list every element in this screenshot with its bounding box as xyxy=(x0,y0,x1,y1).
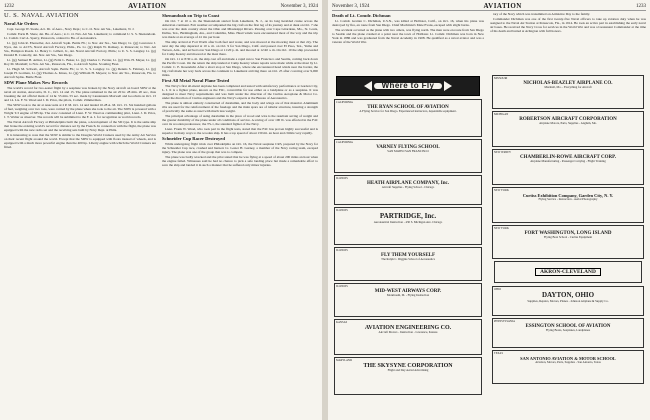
ad-tagline: Supplies, Repairs, Motors, Planes - Johnson Airplane & Supply Co. xyxy=(527,298,609,303)
ad-state: NEW YORK xyxy=(494,189,509,192)
magazine-title: AVIATION xyxy=(128,2,167,10)
running-head xyxy=(332,2,646,11)
article-heading: Naval Air Orders xyxy=(4,21,39,26)
where-to-fly-banner xyxy=(336,76,480,96)
ad-name: MID-WEST AIRWAYS CORP. xyxy=(374,289,442,294)
left-column-1 xyxy=(4,12,156,416)
ad-tagline: SAN MATEO SAN FRANCISCO xyxy=(387,149,429,154)
page-number: 1232 xyxy=(4,3,14,9)
ad-tagline: Monmouth, Ill. - Flying Instruction xyxy=(386,293,430,298)
ad-tagline: Aircraft Motors - Instruction - Lawrence, Kansas xyxy=(378,330,438,335)
ad-name: AKRON-CLEVELAND xyxy=(535,268,601,276)
directory-ad xyxy=(492,225,644,259)
ad-name: Curtiss Exhibition Company, Garden City, N. Y. xyxy=(522,193,614,198)
ad-name: NICHOLAS-BEAZLEY AIRPLANE CO. xyxy=(523,81,613,86)
right-magazine-page xyxy=(328,0,650,420)
article-heading: Schneider Cup Racer Destroyed xyxy=(162,136,225,141)
article-paragraph: While undergoing flight trials over Philadelphia on Oct. 16, the Naval seaplane CR3, prepared by the Navy for the Schneider Cup race, crashed and burned. Lt. Lester H. Gurney, a member of the Navy racing team, escaped injury. The plane was one of the group that was to compete. xyxy=(162,142,318,154)
ad-state: PENNSYLVANIA xyxy=(494,320,515,323)
article-paragraph: On Oct. 7 at 10 a. m. the Shenandoah started from Lakehurst, N. J., on its long heralded cruise across the American continent. Fair weather accompanied the big craft on the first leg of its journey and at dusk on Oct. 7 she was over the dark country about the Ohio and Mississippi Rivers. Passing over Cape Girardeau, Mo., St. Louis, Dallas, Tex., Birmingham, Ala., and Columbia, Miss. Head winds were encountered most of the way and the trip was made at an average of 41 mi. per hour. xyxy=(162,19,318,39)
ad-name: AVIATION ENGINEERING CO. xyxy=(364,325,452,331)
article-paragraph: On Oct. 11 at 8:30 a. m. the ship cast off and made a rapid run to San Francisco and Seattle, coming back down the Pacific Coast. On the return the ship landed at Camp Kearny where repairs were made while at the mast by Lt. Comdr. C. E. Rosendahl. After a short stop at San Diego, where she encountered head winds near the border, the big craft made her way back across the continent to Lakehurst arriving there on Oct. 25 after covering over 9,000 miles. xyxy=(162,57,318,77)
left-magazine-page xyxy=(0,0,322,420)
article-paragraph: Comdr. Earle B. Shaw, det. Bu. of Aero.; to C. O. Nav. Air Sta. Lakehurst; to command U. S. S. Shenandoah. Lt. Comdr. Carl A. Sperry, Pensacola, ordered to Bu. of Aeronautics. xyxy=(4,32,156,40)
ad-tagline: Marshall, Mo. - Everything for Aircraft xyxy=(544,85,592,90)
ad-name: FLY THEM YOURSELF xyxy=(380,253,436,258)
ad-state: NEW YORK xyxy=(494,227,509,230)
ad-tagline: Flying Boats, Seaplanes, Landplanes xyxy=(545,328,591,333)
ad-name: DAYTON, OHIO xyxy=(541,291,595,299)
page-number: 1233 xyxy=(635,3,646,9)
ad-tagline: Airplane Manufacturing - Passenger Carrying - Flight Training xyxy=(530,159,606,164)
ad-name: CHAMBERLIN-ROWE AIRCRAFT CORP. xyxy=(520,155,616,160)
directory-right-column xyxy=(490,74,646,416)
right-column-2-article xyxy=(490,12,646,72)
directory-ad xyxy=(492,286,644,316)
ad-state: ILLINOIS xyxy=(336,177,348,180)
arrow-left-icon xyxy=(364,81,372,91)
ad-state: ILLINOIS xyxy=(336,249,348,252)
ad-name: THE SKYSYNE CORPORATION xyxy=(363,363,453,369)
ad-tagline: Aeronautical Instruction - 430 S. Michigan Ave. Chicago xyxy=(373,219,443,224)
ad-state: CALIFORNIA xyxy=(336,141,353,144)
ad-state: ILLINOIS xyxy=(336,285,348,288)
article-paragraph: Lieut. Frank W. Wead, who took part in the flight tests, stated that the F4C has proven highly successful and is superior in many ways to the wooden ship. It has a top speed of about 130 mi. an hour and climbs very rapidly. xyxy=(162,127,318,135)
issue-date: November 3, 1924 xyxy=(332,3,370,9)
ad-tagline: Flight and Day Aerial Advertising xyxy=(387,368,429,373)
ad-tagline: A Flying Service for San Diego. Experienced instructors, dependable equipment. xyxy=(359,109,457,114)
ad-state: KANSAS xyxy=(336,321,348,324)
where-to-fly-label: Where to Fly xyxy=(374,83,443,89)
left-column-2 xyxy=(162,12,318,416)
ad-name: FORT WASHINGTON, LONG ISLAND xyxy=(524,231,612,236)
article-paragraph: The plane is almost entirely constructed of duralumin, and the body and wings are of that material. Aluminum ribs are used for the reinforcement of the fuselage and the main spars are of tubular structure, insuring a strength of practically the same as steel with much less weight. xyxy=(162,101,318,113)
directory-ad xyxy=(492,149,644,185)
directory-ad xyxy=(492,75,644,109)
article-paragraph: Commander Dichman was one of the first twenty-five Naval officers to take up aviation duty when he was assigned to the Naval Air Station at Pensacola, Fla., in 1914. He took an active part in establishing the early naval air bases. He received the Navy Cross for services in the World War and was a Lieutenant Commander at the time of his death and buried at Arlington with full honors. xyxy=(490,17,646,33)
article-paragraph: The principal advantage of using duralumin in the place of wood and wire is the resultant saving of weight and the greater durability of the plane under all conditions of service. A saving of over 100 lb. was effected in the F4C over its wooden predecessor, the TS-1, the standard fighter of the Navy. xyxy=(162,114,318,126)
ad-state: OHIO xyxy=(494,288,501,291)
directory-ad xyxy=(334,207,482,245)
ad-tagline: The Ralph C. Diggins School of Aeronautics xyxy=(381,257,435,262)
article-paragraph: Capt. George W. Steele, Act. Dt. of Aero., Navy Dept.; to C. O. Nav. Air Sta., Lakehurst, N. J. xyxy=(7,27,135,31)
article-paragraph: The SDW took to the air at Anacostia at 2 P. M. Oct. 14 and landed 10.28 A. M. Oct. 15. Six hundred gallons of fuel, weighing over two tons, were carried by the plane when she took to the air. The SDW is powered with a Wright T-3 engine of 585 hp. The crew consisted of Lieut. F. W. Wead as commanding pilot, Lieut. J. D. Price, J. T. Walter as observer. The records will be submitted to the F. A. I. for recognition as world records. xyxy=(4,103,156,119)
directory-ad xyxy=(492,350,644,384)
article-paragraph: The world's record for two-seater flight by a seaplane was broken by the Navy aircraft on board SDW at the naval air station, Anacostia, D. C., Oct. 14 and 15. The plane remained in the air 20 hr. 28 min. 20 sec., thus breaking the old official mark of 14 hr. 55 min. 55 sec. made by Lieutenants Maxwell and Goodwin on Oct. 13 and 14. Lts. F. W. Wead and J. D. Price, the pilots, Comdr. Zimmerman. xyxy=(4,86,156,102)
article-heading: Death of Lt. Comdr. Dichman xyxy=(332,13,391,18)
article-paragraph: It is interesting to note that the SDW is similar to the Douglas World Cruisers used by the Army Air Service on their recent flight around the world. Except that the SDW is equipped with floats instead of wheels, and is equipped with a much more powerful engine than the 400 hp. Liberty engine with which the World Cruisers are fitted. xyxy=(4,133,156,149)
directory-ad xyxy=(494,261,642,283)
issue-date: November 3, 1924 xyxy=(280,3,318,9)
article-heading: SDW Plane Makes New Records xyxy=(4,80,68,85)
article-paragraph: Lt. Hugh M. Schwab, Aircraft Sqdn. Battle Flt.; to U. S. S. Langley. Lt. (jg) Dennis S. Fahrney, Lt. (jg) Joseph H. Gorman, Lt. (jg) Thomas A. Kines, Lt. (jg) William H. Meyers; to Nav. Air Sta., Pensacola, Fla. to Aircraft Sqdns. Battle Fleet. xyxy=(4,67,156,79)
running-head xyxy=(4,2,318,11)
section-title: U. S. NAVAL AVIATION xyxy=(4,12,80,19)
article-paragraph: The ship arrived at Fort Worth after both fuel and water, and was moored at the mooring mast at that city. The next day the ship departed at 10 a. m. on Oct. 9 for San Diego, Calif. and passed over El Paso, Tex., Yuma and Tucson, Ariz., and arrived over San Diego at 11:20 p. m. and moored at 12:40 a. m. On Oct. 10 the ship proceeded for Camp Kearny and moored at the mast there. xyxy=(162,40,318,56)
directory-ad xyxy=(334,319,482,355)
ad-state: TEXAS xyxy=(494,352,504,355)
directory-left-column xyxy=(332,74,484,416)
article-heading: First All Metal Naval Plane Tested xyxy=(162,78,230,83)
ad-tagline: Flying Service - Instruction - Aerial Photography xyxy=(538,197,598,201)
directory-ad xyxy=(334,283,482,317)
ad-name: ROBERTSON AIRCRAFT CORPORATION xyxy=(519,117,617,122)
directory-ad xyxy=(334,247,482,281)
ad-name: VARNEY FLYING SCHOOL xyxy=(376,145,440,150)
article-paragraph: The accident occurred as the plane with two others, was flying north. The men were en route from San Diego to Seattle and the plane crashed at a point near the town of Hollister. Lt. Comdr. Dichman was born in New York in 1886 and was graduated from the Naval Academy in 1908. He qualified as a naval aviator and was a veteran of the World War. xyxy=(332,28,484,44)
article-heading: Shenandoah on Trip to Coast xyxy=(162,13,220,18)
ad-name: HEATH AIRPLANE COMPANY, Inc. xyxy=(367,181,449,186)
magazine-title: AVIATION xyxy=(483,2,522,10)
article-paragraph: Lt. (jg) John R. Ebersoller, det. Aircraft Sqdn. Battle Flt.; to Nav. Air Sta., San Diego; Lt. (jg) Lawrence J. Nyce, det. to ACTS, Naval Aircraft Factory, Phila., Pa. Lt. (jg) Ralph W. Ramsey, to Pensacola; to Nav. Air Sta., Hampton Roads. Lt. Henry C. Gilbert, Jr., det. Naval Aircraft Factory, Phila.; to U. S. S. Langley. Lt. (jg) Donald B. Connolly, det. Nav. Air Sta., San Diego. xyxy=(4,41,156,57)
directory-ad xyxy=(334,175,482,205)
directory-ad xyxy=(334,357,482,395)
ad-state: NEW JERSEY xyxy=(494,151,511,154)
article-paragraph: The Navy's first all-metal airplane has been completed and tested with satisfactory performance at Garden City, L. I. It is a fighter plane, known as the F4C, convertible for use either as a landplane or as a seaplane. It was designed to meet Navy requirements and was built under the direction of the Curtiss Aeroplane & Motor Co. under the direction of Curtiss engineers and the Navy's experts at the Bureau of Aeronautics. xyxy=(162,84,318,100)
ad-tagline: Flying Boat School - Curtiss Equipment xyxy=(543,235,593,240)
arrow-right-icon xyxy=(444,81,452,91)
directory-ad xyxy=(492,111,644,147)
directory-ad xyxy=(492,318,644,348)
ad-tagline: Aircraft Supplies - Flying School - Chicago xyxy=(381,185,435,190)
ad-state: MICHIGAN xyxy=(494,113,509,116)
ad-tagline: Aviation, Motors, Parts, Supplies - San Antonio, Texas xyxy=(535,360,601,364)
article-paragraph: tary of the Navy which was transmitted on Armistice Day to the family. xyxy=(493,12,591,16)
article-paragraph: The plane was badly wrecked and the pilot stated that he was flying at a speed of about 200 miles an hour when the engine failed. Witnesses said he had no chance to pick a safe landing place but made a remarkable effort to save the ship and landed it in such a manner that he suffered only minor injuries. xyxy=(162,155,318,167)
ad-name: THE RYAN SCHOOL OF AVIATION xyxy=(367,105,449,110)
directory-ad xyxy=(492,187,644,223)
article-paragraph: Lt. Comdr. Grattan C. Dichman, U.S.N., was killed at Hollister, Calif., on Oct. 16, when his plane was destroyed by fire, en route from San Diego. Chief Machinist's Mate Evans, escaped with slight burns. xyxy=(332,19,484,27)
ad-state: MARYLAND xyxy=(336,359,353,362)
article-paragraph: Lt. (jg) Samuel H. Arthur, Lt. (jg) Felix L. Baker, Lt. (jg) Charles C. Ferrier, Lt. (jg) Wm. H. Meyer, Lt. (jg) Roy M. Marshall; to Nav. Air Sta., Pensacola, Fla., to Aircraft Sqdns. Scouting Fleet. xyxy=(4,58,156,66)
ad-name: PARTRIDGE, Inc. xyxy=(379,212,437,220)
ad-name: ESSINGTON SCHOOL OF AVIATION xyxy=(525,324,611,329)
ad-tagline: Airplane Motors, Parts, Supplies - Anglum, Mo. xyxy=(539,121,597,126)
directory-ad xyxy=(334,139,482,173)
ad-name: SAN ANTONIO AVIATION & MOTOR SCHOOL xyxy=(520,356,616,361)
ad-state: ILLINOIS xyxy=(336,209,348,212)
ad-state: MISSOURI xyxy=(494,77,508,80)
article-paragraph: The Naval Aircraft Factory at Philadelphia built the plane, a development of the SD type. It is the same ship that broke the existing world's record for distance set by the French. In connection with the flight, the plane was equipped with the new radio set and the receiving sets built by Navy Dept. at Phila. xyxy=(4,120,156,132)
ad-state: CALIFORNIA xyxy=(336,101,353,104)
right-column-1-article xyxy=(332,12,484,72)
directory-ad xyxy=(334,99,482,137)
